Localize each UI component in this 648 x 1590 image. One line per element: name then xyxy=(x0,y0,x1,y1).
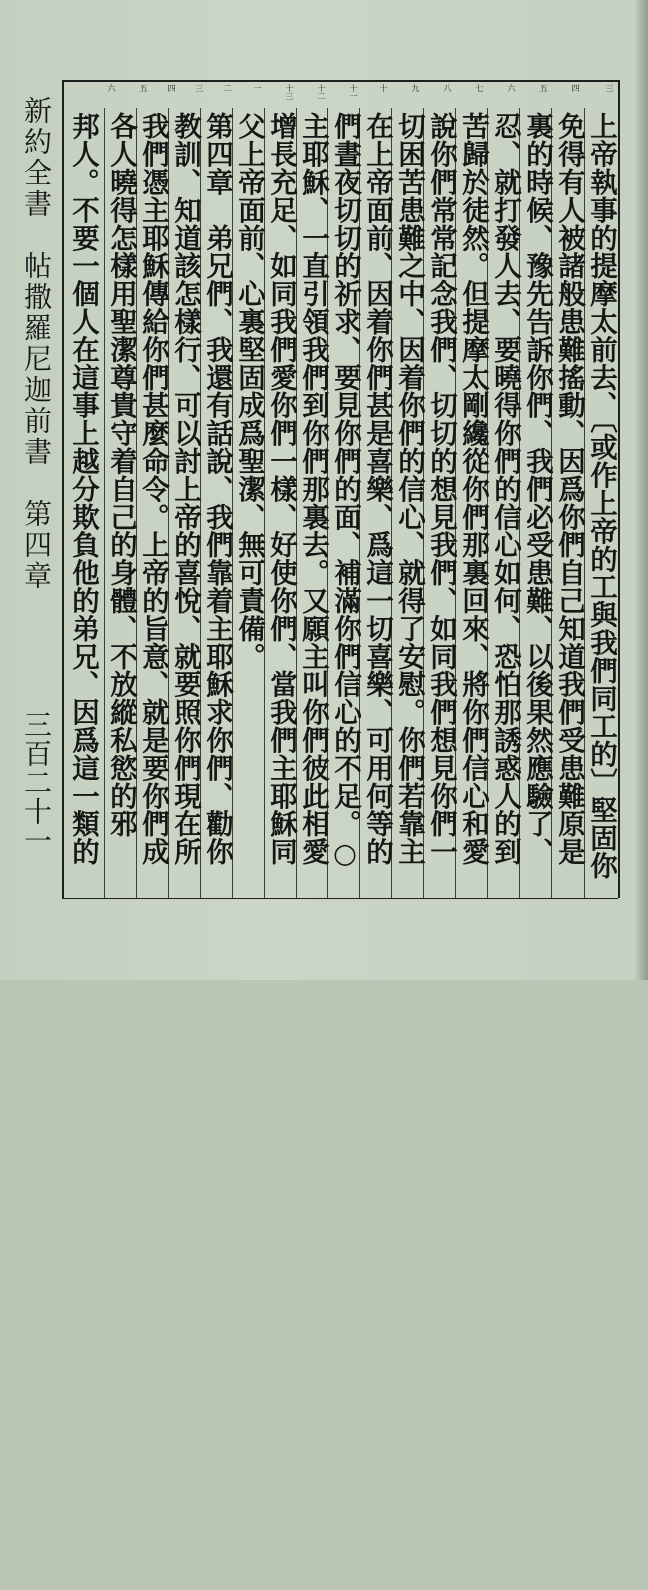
verse-mark: 五 xyxy=(139,84,148,92)
verse-mark: 二 xyxy=(223,84,232,92)
verse-mark: 四 xyxy=(571,84,580,92)
verse-mark: 三 xyxy=(605,84,614,92)
verse-mark: 三 xyxy=(195,84,204,92)
text-column: 教訓、知道該怎樣行、可以討上帝的喜悅、就要照你們現在所 xyxy=(169,112,201,866)
text-column: 說你們常常記念我們、切切的想見我們、如同我們想見你們一 xyxy=(425,112,457,866)
verse-mark: 八 xyxy=(443,84,452,92)
text-column: 裏的時候、豫先告訴你們、我們必受患難、以後果然應驗了、 xyxy=(521,112,553,866)
text-column: 我們憑主耶穌傳給你們甚麼命令。上帝的旨意、就是要你們成 xyxy=(137,112,169,866)
page-edge-shadow xyxy=(634,0,648,980)
verse-mark: 六 xyxy=(107,84,116,92)
text-column: 們晝夜切切的祈求、要見你們的面、補滿你們信心的不足。○ xyxy=(329,112,361,870)
frame-top-border xyxy=(62,80,618,82)
verse-mark: 九 xyxy=(411,84,420,92)
text-column: 免得有人被諸般患難搖動、因爲你們自己知道我們受患難原是 xyxy=(553,112,585,866)
text-column: 各人曉得怎樣用聖潔尊貴守着自己的身體、不放縱私慾的邪 xyxy=(105,112,137,838)
verse-mark: 一 xyxy=(253,84,262,92)
verse-mark: 十一 xyxy=(349,84,358,100)
running-title: 新約全書 帖撒羅尼迦前書 第四章 xyxy=(20,96,53,592)
verse-mark: 十 xyxy=(379,84,388,92)
frame-left-border xyxy=(62,80,64,898)
text-column: 忍、就打發人去、要曉得你們的信心如何、恐怕那誘惑人的到 xyxy=(489,112,521,866)
text-column: 上帝執事的提摩太前去、〔或作上帝的工與我們同工的〕堅固你 xyxy=(585,112,617,880)
verse-mark: 六 xyxy=(507,84,516,92)
verse-mark: 四 xyxy=(167,84,176,92)
verse-mark: 十三 xyxy=(285,84,294,100)
verse-mark: 五 xyxy=(539,84,548,92)
page-number: 三百二十一 xyxy=(20,710,53,855)
text-column: 主耶穌、一直引領我們到你們那裏去。又願主叫你們彼此相愛 xyxy=(297,112,329,866)
text-column: 切困苦患難之中、因着你們的信心、就得了安慰。你們若靠主 xyxy=(393,112,425,866)
text-column: 苦歸於徒然。但提摩太剛纔從你們那裏回來、將你們信心和愛 xyxy=(457,112,489,866)
verse-number-marks xyxy=(66,84,614,106)
text-column: 邦人。不要一個人在這事上越分欺負他的弟兄、因爲這一類的 xyxy=(67,112,99,866)
verse-mark: 十二 xyxy=(317,84,326,100)
verse-mark: 七 xyxy=(475,84,484,92)
text-column: 在上帝面前、因着你們甚是喜樂、爲這一切喜樂、可用何等的 xyxy=(361,112,393,866)
text-column: 增長充足、如同我們愛你們一樣、好使你們、當我們主耶穌同 xyxy=(265,112,297,866)
text-column: 第四章 弟兄們、我還有話說、我們靠着主耶穌求你們、勸你 xyxy=(201,112,233,866)
text-column: 父上帝面前、心裏堅固成爲聖潔、無可責備。 xyxy=(233,112,265,670)
frame-right-border xyxy=(618,80,620,898)
frame-bottom-border xyxy=(62,898,618,899)
